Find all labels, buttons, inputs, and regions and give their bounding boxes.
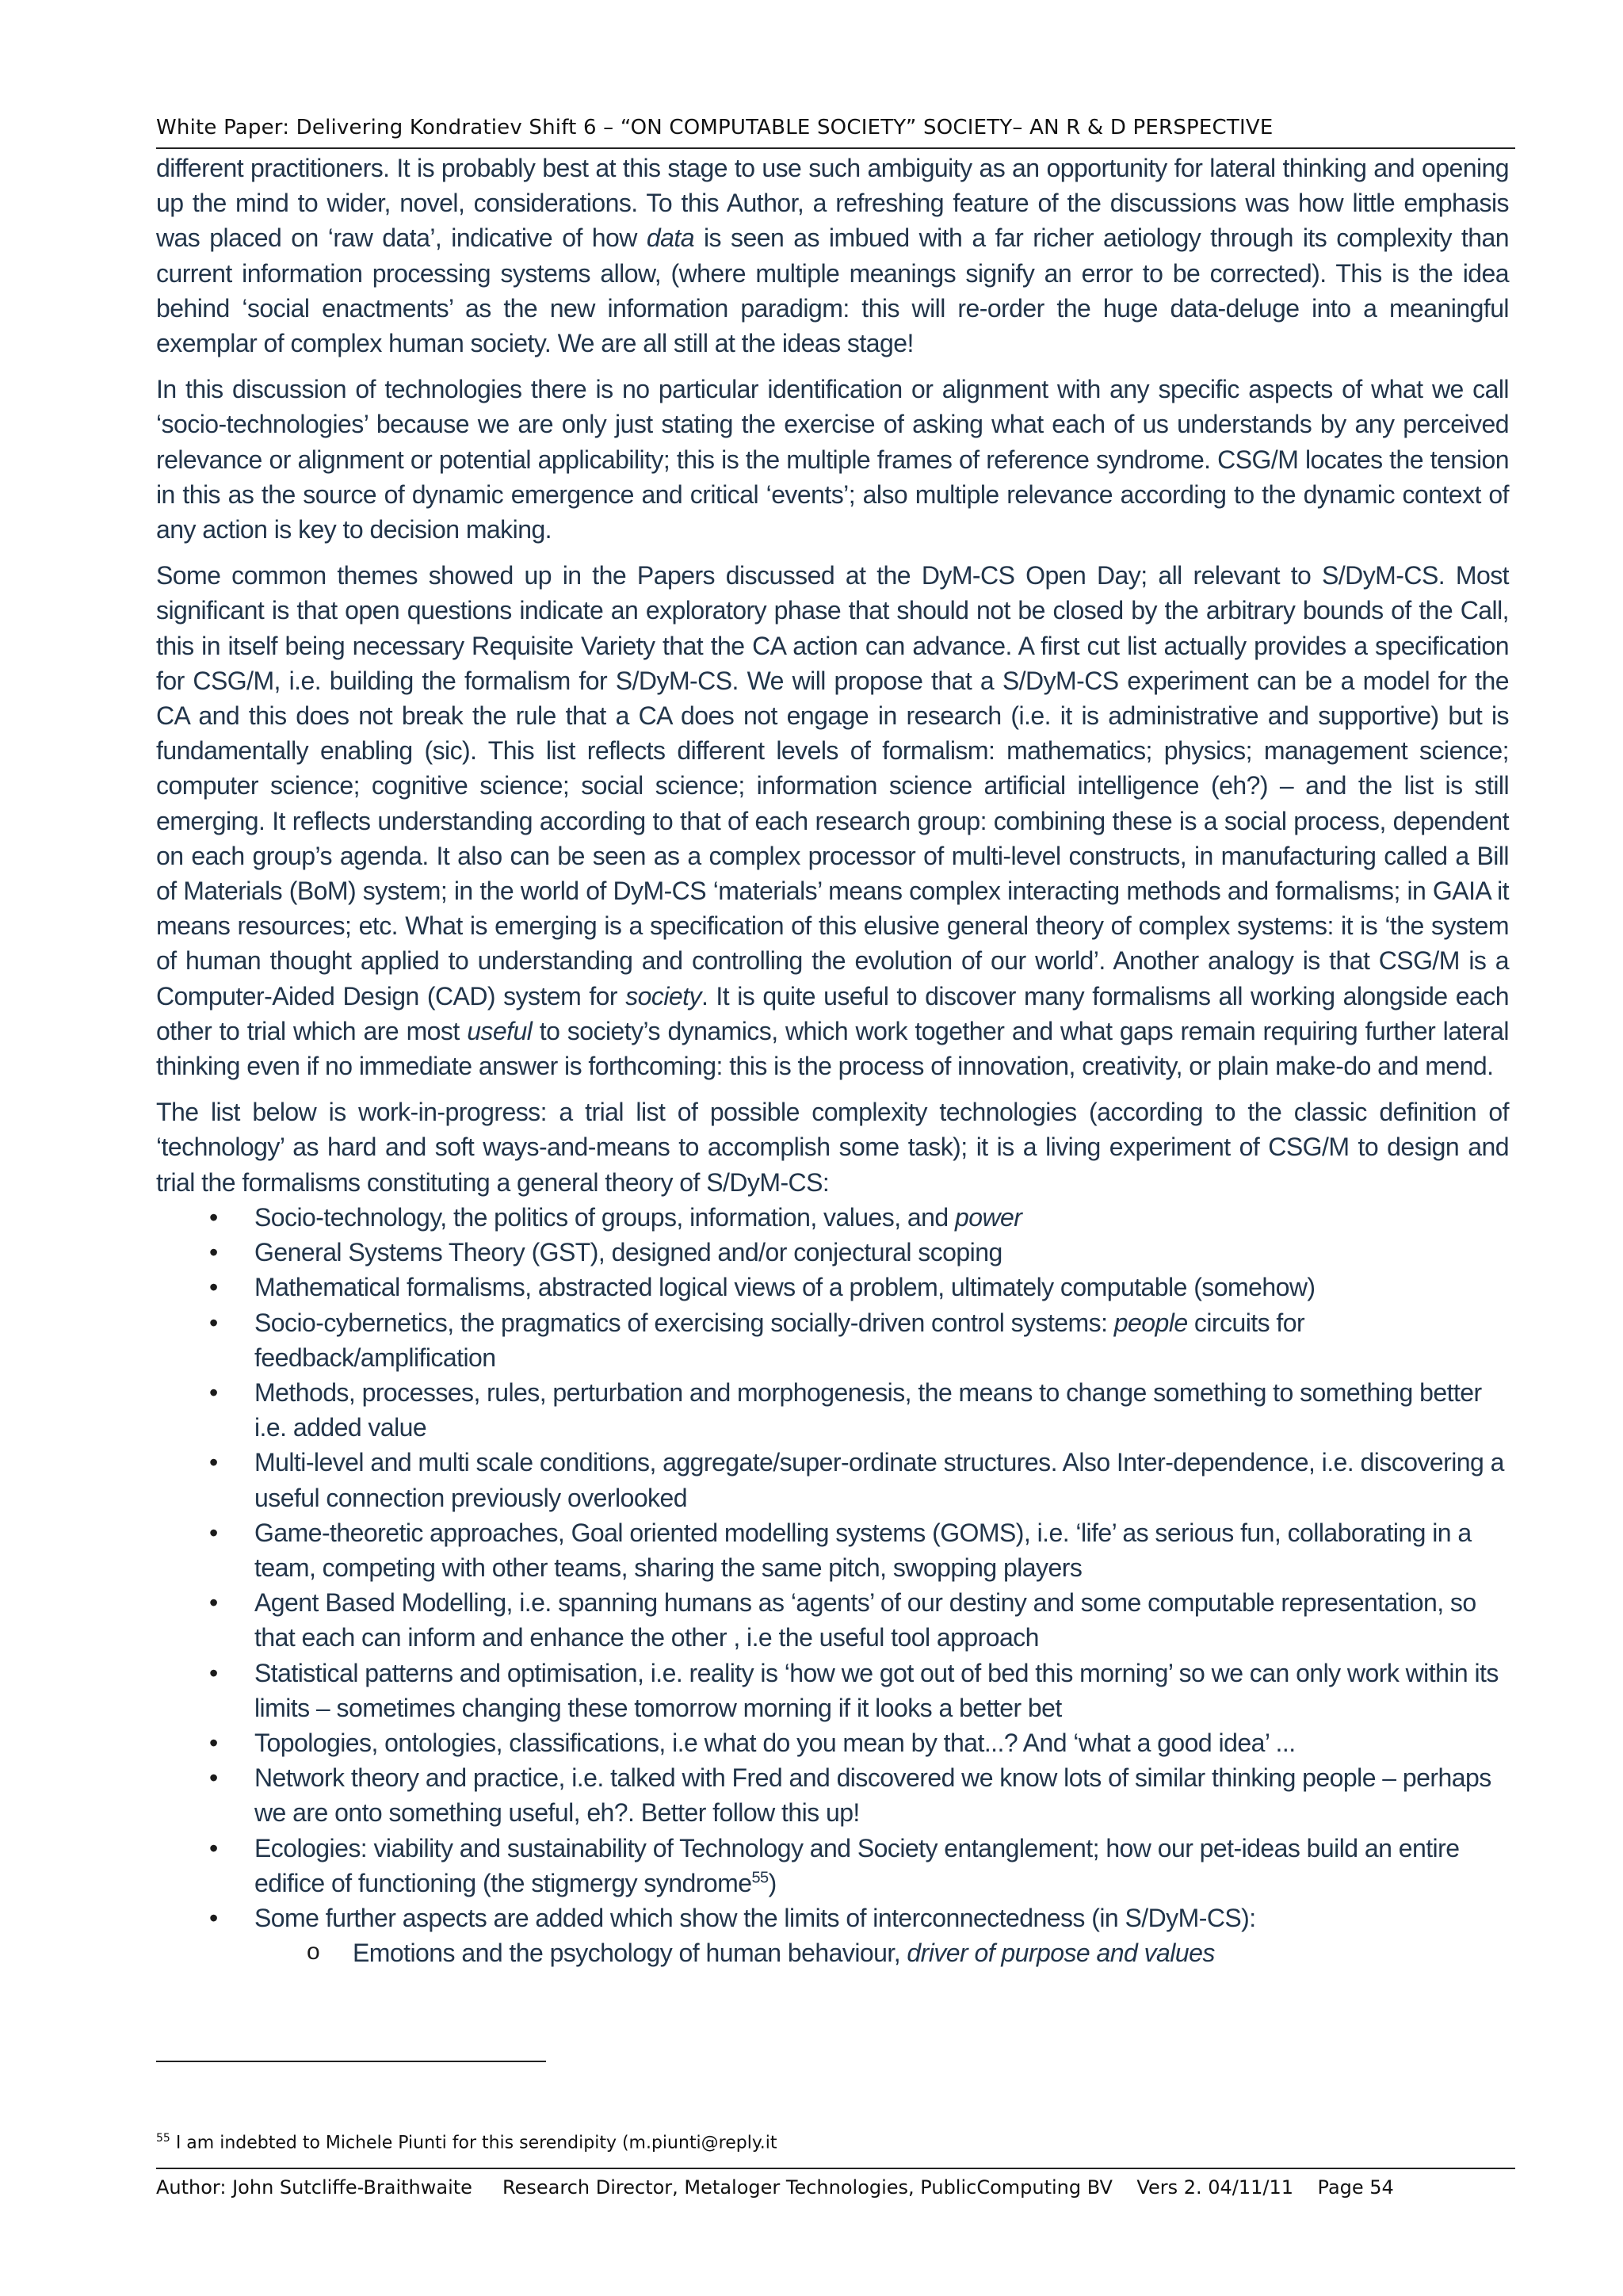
- paragraph-1-text: different practitioners. It is probably best at this stage to use such ambiguity as an opportunity for lateral thinking and opening up the mind to wider, novel, considerations. To this Author, a refreshing feature of the discussions was how little emphasis was placed on ‘raw data’, indicative of how: [156, 154, 1509, 253]
- list-item: [254, 1200, 1509, 1235]
- list-item: [254, 1831, 1509, 1901]
- list-item-text: Socio-technology, the politics of groups, information, values, and: [254, 1202, 955, 1232]
- running-footer: Author: John Sutcliffe-Braithwaite Research Director, Metaloger Technologies, PublicComputing BV Vers 2. 04/11/11 Page 54: [156, 2176, 1394, 2199]
- list-item: • Network theory and practice, i.e. talked with Fred and discovered we know lots of similar thinking people – perhaps we are onto something useful, eh?. Better follow this up!: [254, 1760, 1509, 1830]
- paragraph-3-emphasis-society: society: [625, 981, 701, 1010]
- list-item: • Agent Based Modelling, i.e. spanning humans as ‘agents’ of our destiny and some computable representation, so that each can inform and enhance the other , i.e the useful tool approach: [254, 1585, 1509, 1655]
- footnote: [156, 2132, 1503, 2153]
- list-item: • General Systems Theory (GST), designed and/or conjectural scoping: [254, 1235, 1509, 1270]
- footer-rule: [156, 2168, 1515, 2169]
- list-item-text: Socio-cybernetics, the pragmatics of exercising socially-driven control systems:: [254, 1308, 1114, 1337]
- paragraph-3-emphasis-useful: useful: [467, 1016, 533, 1045]
- header-rule: [156, 147, 1515, 149]
- footnote-reference[interactable]: 55: [751, 1869, 769, 1887]
- sub-list: [156, 1935, 1509, 1970]
- list-item: • Mathematical formalisms, abstracted logical views of a problem, ultimately computable (somehow): [254, 1270, 1509, 1305]
- list-item-emphasis: power: [954, 1202, 1022, 1232]
- sub-list-container: [156, 1935, 1509, 1970]
- sub-list-item-text: Emotions and the psychology of human behaviour,: [353, 1939, 907, 1968]
- list-item: • Game-theoretic approaches, Goal oriented modelling systems (GOMS), i.e. ‘life’ as serious fun, collaborating in a team, competing with other teams, sharing the same pitch, swopping players: [254, 1515, 1509, 1585]
- list-item: [254, 1305, 1509, 1375]
- paragraph-1: [156, 151, 1509, 361]
- paragraph-2: In this discussion of technologies there is no particular identification or alignment with any specific aspects of what we call ‘socio-technologies’ because we are only just stating the exercise of asking what each of us understands by any perceived relevance or alignment or potential applicability; this is the multiple frames of reference syndrome. CSG/M locates the tension in this as the source of dynamic emergence and critical ‘events’; also multiple relevance according to the dynamic context of any action is key to decision making.: [156, 375, 1509, 544]
- paragraph-3: [156, 558, 1509, 1083]
- list-item: • Topologies, ontologies, classifications, i.e what do you mean by that...? And ‘what a good idea’ ...: [254, 1725, 1509, 1760]
- list-item: • Some further aspects are added which show the limits of interconnectedness (in S/DyM-CS):: [254, 1901, 1509, 1935]
- paragraph-1-tail: is seen as imbued with a far richer aetiology through its complexity than current information processing systems allow, (where multiple meanings signify an error to be corrected). This is the idea behind ‘social enactments’ as the new information paradigm: this will re-order the huge data-deluge into a meaningful exemplar of complex human society. We are all still at the ideas stage!: [156, 223, 1509, 358]
- paragraph-3-tail: to society’s dynamics, which work together and what gaps remain requiring further lateral thinking even if no immediate answer is forthcoming: this is the process of innovation, creativity, or plain make-do and mend.: [156, 1016, 1509, 1081]
- body-text: [156, 151, 1509, 1970]
- running-header: White Paper: Delivering Kondratiev Shift 6 – “ON COMPUTABLE SOCIETY” SOCIETY– AN R & D PERSPECTIVE: [156, 116, 1274, 139]
- list-item-emphasis: people: [1113, 1308, 1188, 1337]
- technology-list: [156, 1200, 1509, 1970]
- sub-list-item-emphasis: driver of purpose and values: [907, 1939, 1215, 1968]
- footnote-separator: [156, 2061, 546, 2062]
- paragraph-1-emphasis: data: [646, 223, 694, 253]
- paragraph-4: The list below is work-in-progress: a trial list of possible complexity technologies (according to the classic definition of ‘technology’ as hard and soft ways-and-means to accomplish some task); it is a living experiment of CSG/M to design and trial the formalisms constituting a general theory of S/DyM-CS:: [156, 1098, 1509, 1197]
- list-item-text: Ecologies: viability and sustainability of Technology and Society entanglement; how our pet-ideas build an entire edifice of functioning (the stigmergy syndrome: [254, 1833, 1460, 1897]
- footnote-number: 55: [156, 2132, 170, 2145]
- list-item-tail: ): [768, 1868, 777, 1897]
- paragraph-3-text: Some common themes showed up in the Papers discussed at the DyM-CS Open Day; all relevant to S/DyM-CS. Most significant is that open questions indicate an exploratory phase that should not be closed by the arbitrary bounds of the Call, this in itself being necessary Requisite Variety that the CA action can advance. A first cut list actually provides a specification for CSG/M, i.e. building the formalism for S/DyM-CS. We will propose that a S/DyM-CS experiment can be a model for the CA and this does not break the rule that a CA does not engage in research (i.e. it is administrative and supportive) but is fundamentally enabling (sic). This list reflects different levels of formalism: mathematics; physics; management science; computer science; cognitive science; social science; information science artificial intelligence (eh?) – and the list is still emerging. It reflects understanding according to that of each research group: combining these is a social process, dependent on each group’s agenda. It also can be seen as a complex processor of multi-level constructs, in manufacturing called a Bill of Materials (BoM) system; in the world of DyM-CS ‘materials’ means complex interacting methods and formalisms; in GAIA it means resources; etc. What is emerging is a specification of this elusive general theory of complex systems: it is ‘the system of human thought applied to understanding and controlling the evolution of our world’. Another analogy is that CSG/M is a Computer-Aided Design (CAD) system for: [156, 561, 1509, 1010]
- list-item: • Multi-level and multi scale conditions, aggregate/super-ordinate structures. Also Inter-dependence, i.e. discovering a useful connection previously overlooked: [254, 1445, 1509, 1515]
- list-item: • Methods, processes, rules, perturbation and morphogenesis, the means to change something to something better i.e. added value: [254, 1375, 1509, 1445]
- footnote-text: I am indebted to Michele Piunti for this serendipity (m.piunti@reply.it: [170, 2133, 777, 2153]
- sub-list-item: [353, 1935, 1509, 1970]
- list-item-tail: circuits for feedback/amplification: [254, 1308, 1305, 1372]
- paragraph-3-mid: . It is quite useful to discover many formalisms all working alongside each other to trial which are most: [156, 981, 1509, 1045]
- list-item: • Statistical patterns and optimisation, i.e. reality is ‘how we got out of bed this morning’ so we can only work within its limits – sometimes changing these tomorrow morning if it looks a better bet: [254, 1656, 1509, 1725]
